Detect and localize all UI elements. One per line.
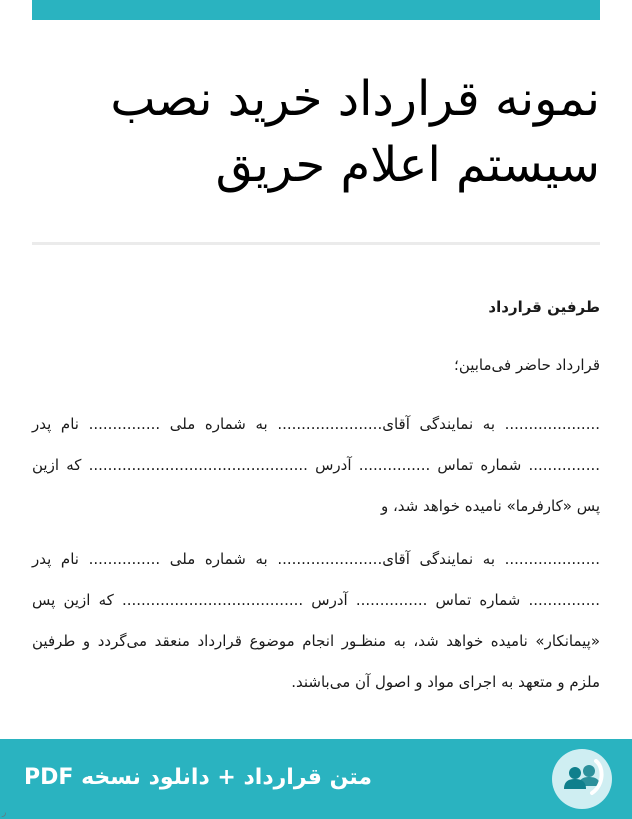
contract-body [32, 294, 600, 703]
page-title [32, 66, 600, 198]
users-chat-icon [552, 749, 612, 809]
footer-banner[interactable] [0, 739, 632, 819]
title-divider [32, 242, 600, 245]
title-line-1: نمونه قرارداد خرید نصب [110, 71, 600, 127]
party-two-paragraph: .................... به نمایندگی آقای...................... به شماره ملی ............... نام پدر ............... شماره تماس ............... آدرس ...................................... که ازین پس «پیمانکار» نامیده خواهد شد، به منظـور انجام موضوع قرارداد منعقد می‌گردد و طرفین ملزم و متعهد به اجرای مواد و اصول آن می‌باشند. [32, 550, 600, 691]
corner-mark: ر [2, 808, 7, 818]
intro-text: قرارداد حاضر فی‌مابین؛ [454, 356, 600, 374]
top-accent-bar [32, 0, 600, 20]
section-heading: طرفین قرارداد [488, 298, 600, 316]
download-pdf-link[interactable]: متن قرارداد + دانلود نسخه PDF [24, 765, 372, 790]
party-one-paragraph: .................... به نمایندگی آقای...................... به شماره ملی ............... نام پدر ............... شماره تماس ............... آدرس .............................................. که ازین پس «کارفرما» نامیده خواهد شد، و [32, 415, 600, 515]
title-line-2: سیستم اعلام حریق [215, 137, 600, 193]
